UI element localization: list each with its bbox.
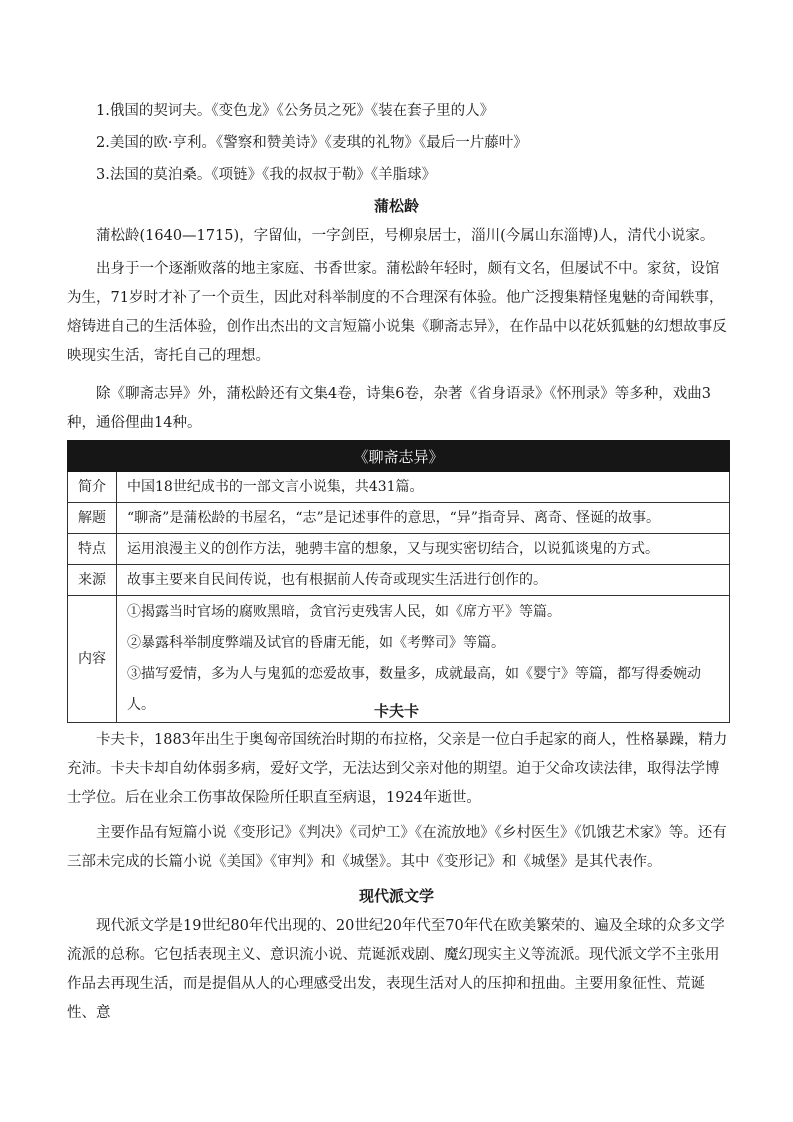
table-row xyxy=(68,503,730,534)
works-list-item-1: 1.俄国的契诃夫。《变色龙》《公务员之死》《装在套子里的人》 xyxy=(96,103,495,119)
content-line-3: ③描写爱情，多为人与鬼狐的恋爱故事，数量多，成就最高，如《婴宁》等篇，都写得委婉动人。 xyxy=(127,666,701,713)
row-label: 内容 xyxy=(68,596,117,723)
row-label: 解题 xyxy=(68,503,117,534)
row-label: 简介 xyxy=(68,472,117,503)
content-line-1: ①揭露当时官场的腐败黑暗，贪官污吏残害人民，如《席方平》等篇。 xyxy=(127,604,561,620)
row-label: 来源 xyxy=(68,565,117,596)
liaozhai-info-table xyxy=(67,440,730,723)
table-header-row xyxy=(68,441,730,472)
works-list-item-3: 3.法国的莫泊桑。《项链》《我的叔叔于勒》《羊脂球》 xyxy=(96,167,437,183)
row-content: 中国18世纪成书的一部文言小说集，共431篇。 xyxy=(117,472,730,503)
pu-songling-bio-paragraph: 蒲松龄(1640—1715)，字留仙，一字剑臣，号柳泉居士，淄川(今属山东淄博)人，清代小说家。 xyxy=(96,228,715,244)
section-heading-pu-songling: 蒲松龄 xyxy=(373,197,419,215)
row-label: 特点 xyxy=(68,534,117,565)
table-title: 《聊斋志异》 xyxy=(68,441,730,472)
row-content: “聊斋”是蒲松龄的书屋名，“志”是记述事件的意思，“异”指奇异、离奇、怪诞的故事。 xyxy=(117,503,730,534)
table-row xyxy=(68,472,730,503)
pu-songling-works-paragraph: 除《聊斋志异》外，蒲松龄还有文集4卷，诗集6卷，杂著《省身语录》《怀刑录》等多种，戏曲3种，通俗俚曲14种。 xyxy=(67,386,711,431)
content-line-2: ②暴露科举制度弊端及试官的昏庸无能，如《考弊司》等篇。 xyxy=(127,635,505,651)
kafka-works-paragraph: 主要作品有短篇小说《变形记》《判决》《司炉工》《在流放地》《乡村医生》《饥饿艺术家》等。还有三部未完成的长篇小说《美国》《审判》和《城堡》。其中《变形记》和《城堡》是其代表作。 xyxy=(67,825,727,870)
modernism-paragraph: 现代派文学是19世纪80年代出现的、20世纪20年代至70年代在欧美繁荣的、遍及全球的众多文学流派的总称。它包括表现主义、意识流小说、荒诞派戏剧、魔幻现实主义等流派。现代派文学不主张用作品去再现生活，而是提倡从人的心理感受出发，表现生活对人的压抑和扭曲。主要用象征性、荒诞性、意 xyxy=(67,918,725,1021)
row-content: 故事主要来自民间传说，也有根据前人传奇或现实生活进行创作的。 xyxy=(117,565,730,596)
table-row xyxy=(68,534,730,565)
table-row xyxy=(68,565,730,596)
section-heading-kafka: 卡夫卡 xyxy=(373,702,419,720)
pu-songling-life-paragraph: 出身于一个逐渐败落的地主家庭、书香世家。蒲松龄年轻时，颇有文名，但屡试不中。家贫，设馆为生，71岁时才补了一个贡生，因此对科举制度的不合理深有体验。他广泛搜集精怪鬼魅的奇闻轶事，熔铸进自己的生活体验，创作出杰出的文言短篇小说集《聊斋志异》，在作品中以花妖狐魅的幻想故事反映现实生活，寄托自己的理想。 xyxy=(67,261,727,364)
row-content: 运用浪漫主义的创作方法，驰骋丰富的想象，又与现实密切结合，以说狐谈鬼的方式。 xyxy=(117,534,730,565)
kafka-bio-paragraph: 卡夫卡，1883年出生于奥匈帝国统治时期的布拉格，父亲是一位白手起家的商人，性格暴躁，精力充沛。卡夫卡却自幼体弱多病，爱好文学，无法达到父亲对他的期望。迫于父命攻读法律，取得法学博士学位。后在业余工伤事故保险所任职直至病退，1924年逝世。 xyxy=(67,732,728,806)
section-heading-modernism: 现代派文学 xyxy=(358,887,434,905)
works-list-item-2: 2.美国的欧·亨利。《警察和赞美诗》《麦琪的礼物》《最后一片藤叶》 xyxy=(96,135,528,151)
